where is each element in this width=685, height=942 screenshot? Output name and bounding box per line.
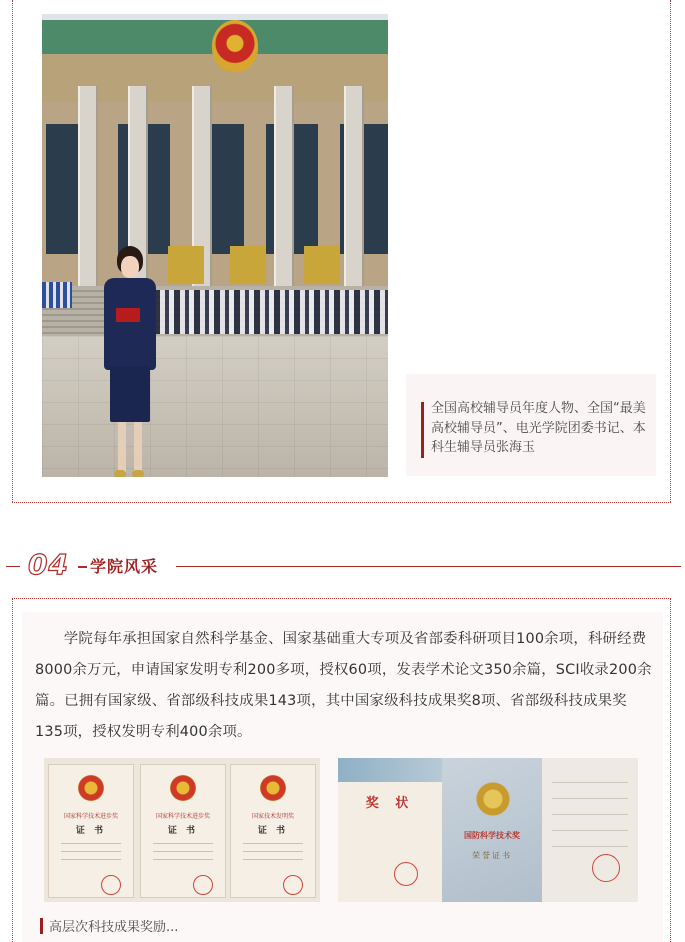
certificate-3: [230, 764, 316, 898]
certificate-inner-page: [542, 758, 638, 902]
medal-icon: [476, 782, 510, 816]
frame-left-border: [12, 0, 13, 502]
national-emblem-icon: [212, 20, 258, 72]
defense-award-certificate: [442, 758, 542, 902]
emblem-icon: [78, 775, 104, 801]
section-number: 04: [28, 548, 69, 581]
certificate-award: 国家技术发明奖: [251, 813, 294, 820]
certificates-photo-left: [44, 758, 320, 902]
caption-accent-bar: [421, 402, 424, 458]
section-rule-left: [6, 566, 20, 567]
photo-caption: 全国高校辅导员年度人物、全国“最美高校辅导员”、电光学院团委书记、本科生辅导员张海玉: [431, 401, 646, 455]
red-stamp-icon: [283, 875, 303, 895]
honor-label: 荣誉证书: [472, 851, 512, 860]
certificate-1: [48, 764, 134, 898]
red-stamp-icon: [193, 875, 213, 895]
certificate-label: 证 书: [75, 826, 107, 836]
red-stamp-icon: [101, 875, 121, 895]
certificate-title: 奖 状: [365, 796, 415, 811]
section-top-border: [12, 598, 671, 599]
body-paragraph: 学院每年承担国家自然科学基金、国家基础重大专项及省部委科研项目100余项，科研经费8000余万元，申请国家发明专利200多项，授权60项，发表学术论文350余篇，SCI收录200余篇。已拥有国家级、省部级科技成果143项，其中国家级科技成果奖8项、省部级科技成果奖135项，授权发明专利400余项。: [35, 631, 652, 740]
award-name: 国防科学技术奖: [464, 831, 520, 840]
great-hall-photo: [42, 14, 388, 477]
award-certificate: [338, 758, 443, 902]
certificate-award: 国家科学技术进步奖: [63, 813, 118, 820]
section-title: 学院风采: [90, 557, 159, 576]
certificates-photo-right: [338, 758, 638, 902]
section-rule-right: [176, 566, 681, 567]
frame-right-border: [670, 0, 671, 502]
photo-caption-box: [406, 374, 656, 476]
section-right-border: [670, 598, 671, 942]
frame-bottom-border: [12, 502, 671, 503]
certificate-award: 国家科学技术进步奖: [155, 813, 210, 820]
red-stamp-icon: [394, 862, 418, 886]
certificates-caption: 高层次科技成果奖励...: [49, 920, 179, 935]
section-dash: [78, 566, 87, 568]
emblem-icon: [260, 775, 286, 801]
red-certificate-book: [116, 308, 140, 322]
person-figure: [100, 246, 160, 477]
section-left-border: [12, 598, 13, 942]
emblem-icon: [170, 775, 196, 801]
red-stamp-icon: [592, 854, 620, 882]
certificate-label: 证 书: [167, 826, 199, 836]
caption-accent-bar: [40, 918, 43, 934]
certificate-label: 证 书: [257, 826, 289, 836]
certificate-2: [140, 764, 226, 898]
